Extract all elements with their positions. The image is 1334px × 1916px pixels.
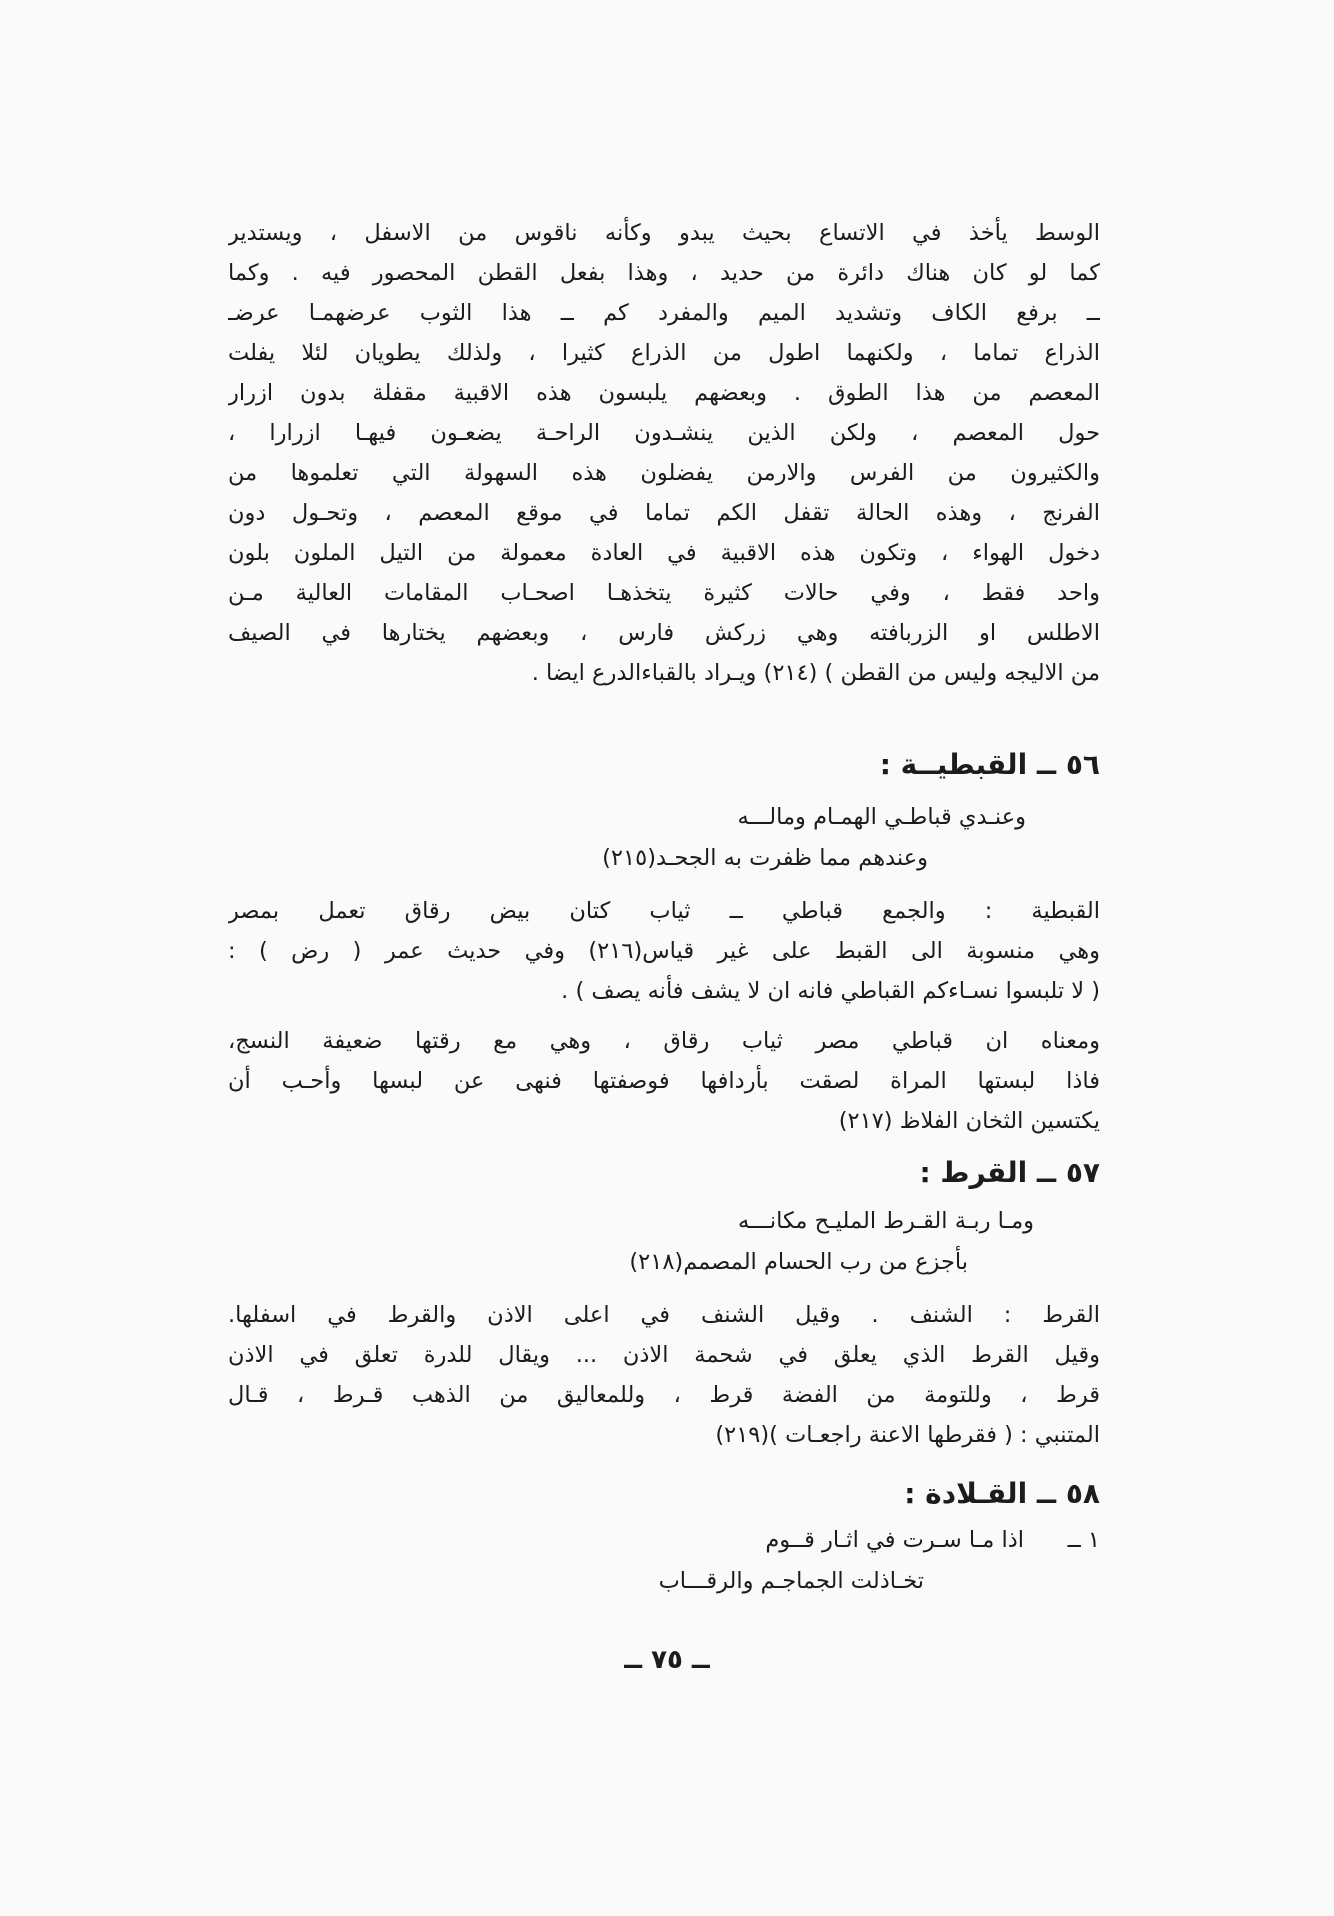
text-line: يكتسين الثخان الفلاظ (٢١٧): [838, 1108, 1100, 1134]
verse-line: تخـاذلت الجماجـم والرقـــاب: [658, 1568, 924, 1594]
text-line: الوسط يأخذ في الاتساع بحيث يبدو وكأنه ناقوس من الاسفل ، ويستدير: [228, 220, 1100, 246]
text-line: ــ برفع الكاف وتشديد الميم والمفرد كم ــ هذا الثوب عرضهمـا عرضـ: [228, 300, 1100, 326]
verse-line: اذا مـا سـرت في اثـار قــوم: [765, 1527, 1024, 1553]
text-line: الفرنج ، وهذه الحالة تقفل الكم تماما في موقع المعصم ، وتحـول دون: [228, 500, 1100, 526]
text-line: القرط : الشنف . وقيل الشنف في اعلى الاذن والقرط في اسفلها.: [228, 1302, 1100, 1328]
verse-line: وعنـدي قباطـي الهمـام ومالـــه: [737, 804, 1026, 830]
text-line: من الاليجه وليس من القطن ) (٢١٤) ويـراد بالقباءالدرع ايضا .: [531, 660, 1100, 686]
paragraph-qubtiya-meaning: [228, 1021, 1100, 1141]
text-line: دخول الهواء ، وتكون هذه الاقبية في العادة معمولة من التيل الملون بلون: [228, 540, 1100, 566]
text-line: حول المعصم ، ولكن الذين ينشـدون الراحـة يضعـون فيهـا ازرارا ،: [228, 420, 1100, 446]
text-line: ( لا تلبسوا نسـاءكم القباطي فانه ان لا يشف فأنه يصف ) .: [561, 978, 1100, 1004]
verse-line: بأجزع من رب الحسام المصمم(٢١٨): [629, 1249, 968, 1275]
text-line: ومعناه ان قباطي مصر ثياب رقاق ، وهي مع رقتها ضعيفة النسج،: [228, 1028, 1100, 1054]
verse-line: ومـا ربـة القـرط المليـح مكانـــه: [738, 1208, 1034, 1234]
verse-number: ١ ــ: [1067, 1527, 1100, 1553]
text-line: قرط ، وللتومة من الفضة قرط ، وللمعاليق من الذهب قـرط ، قـال: [228, 1382, 1100, 1408]
section-heading-qilada: ٥٨ ــ القـلادة :: [904, 1477, 1100, 1510]
text-line: القبطية : والجمع قباطي ــ ثياب كتان بيض رقاق تعمل بمصر: [228, 898, 1100, 924]
paragraph-qaba-description: [228, 213, 1100, 693]
text-line: فاذا لبستها المراة لصقت بأردافها فوصفتها فنهى عن لبسها وأحـب أن: [228, 1068, 1100, 1094]
paragraph-qubtiya-definition: [228, 891, 1100, 1011]
text-line: الذراع تماما ، ولكنهما اطول من الذراع كثيرا ، ولذلك يطويان لئلا يفلت: [228, 340, 1100, 366]
text-line: الاطلس او الزربافته وهي زركش فارس ، وبعضهم يختارها في الصيف: [228, 620, 1100, 646]
verse-line: وعندهم مما ظفرت به الجحـد(٢١٥): [602, 845, 928, 871]
text-line: المتنبي : ( فقرطها الاعنة راجعـات )(٢١٩): [715, 1422, 1100, 1448]
section-heading-qubtiya: ٥٦ ــ القبطيــة :: [879, 748, 1100, 781]
text-line: وقيل القرط الذي يعلق في شحمة الاذن ... ويقال للدرة تعلق في الاذن: [228, 1342, 1100, 1368]
text-line: كما لو كان هناك دائرة من حديد ، وهذا بفعل القطن المحصور فيه . وكما: [228, 260, 1100, 286]
text-line: المعصم من هذا الطوق . وبعضهم يلبسون هذه الاقبية مقفلة بدون ازرار: [228, 380, 1100, 406]
text-line: واحد فقط ، وفي حالات كثيرة يتخذهـا اصحـاب المقامات العالية مـن: [228, 580, 1100, 606]
page-number: ــ ٧٥ ــ: [624, 1645, 710, 1675]
paragraph-qurt-definition: [228, 1295, 1100, 1455]
text-line: وهي منسوبة الى القبط على غير قياس(٢١٦) وفي حديث عمر ( رض ) :: [228, 938, 1100, 964]
section-heading-qurt: ٥٧ ــ القرط :: [919, 1156, 1100, 1189]
text-line: والكثيرون من الفرس والارمن يفضلون هذه السهولة التي تعلموها من: [228, 460, 1100, 486]
